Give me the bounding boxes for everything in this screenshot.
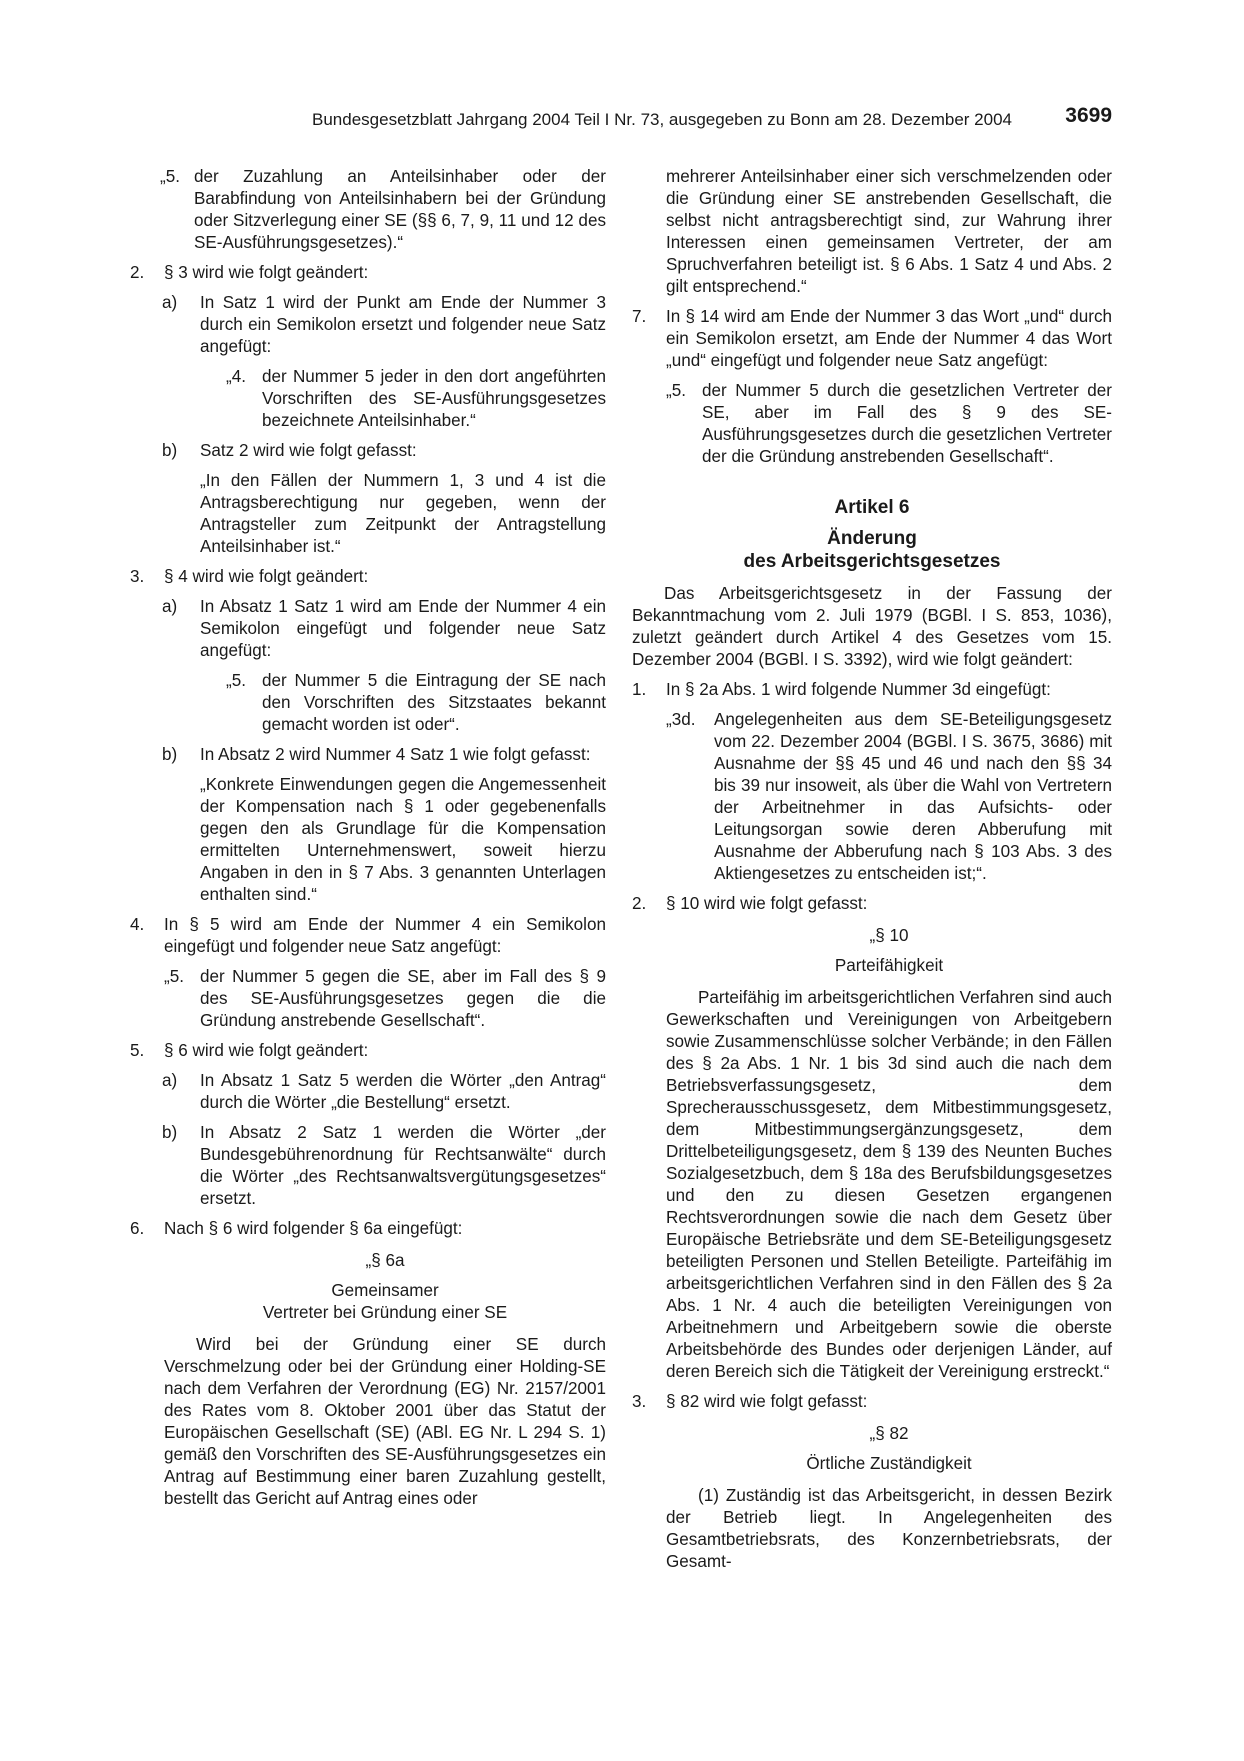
section-body: Parteifähig im arbeitsgerichtlichen Verfahren sind auch Gewerkschaften und Vereinigungen von Arbeitgebern sowie Zusammenschlüsse solcher Verbände; in den Fällen des § 2a Abs. 1 Nr. 1 bis 3d sind auch die nach dem Betriebsverfassungsgesetz, dem Sprecherausschussgesetz, dem Mitbestimmungsgesetz, dem Mitbestimmungsergänzungsgesetz, dem Drittelbeteiligungsgesetz, dem § 139 des Neunten Buches Sozialgesetzbuch, dem § 18a des Berufsbildungsgesetzes und den zu diesen Gesetzen ergangenen Rechtsverordnungen sowie die nach dem Gesetz über Europäische Betriebsräte und dem SE-Beteiligungsgesetz beteiligten Personen und Stellen Beteiligte. Parteifähig im arbeitsgerichtlichen Verfahren sind in den Fällen des § 2a Abs. 1 Nr. 4 auch die beteiligten Vereinigungen von Arbeitnehmern und Arbeitgebern sowie die oberste Arbeitsbehörde des Bundes oder derjenigen Länder, auf deren Bereich sich die Tätigkeit der Vereinigung erstreckt.“ <box>666 988 1112 1381</box>
sub-label: a) <box>162 1071 178 1090</box>
list-item-4 <box>130 914 606 958</box>
list-item-3 <box>130 566 606 588</box>
item-number: 7. <box>632 307 647 326</box>
section-10 <box>632 925 1112 1383</box>
quoted-item <box>130 366 606 432</box>
quote-text: der Nummer 5 jeder in den dort angeführten Vorschriften des SE-Ausführungsgesetzes bezeichnete Anteilsinhaber.“ <box>262 367 606 430</box>
section-title: Gemeinsamer <box>331 1281 439 1300</box>
item-text: In § 2a Abs. 1 wird folgende Nummer 3d eingefügt: <box>666 680 1051 699</box>
quote-label: „5. <box>666 381 686 400</box>
article-intro: Das Arbeitsgerichtsgesetz in der Fassung der Bekanntmachung vom 2. Juli 1979 (BGBl. I S. 853, 1036), zuletzt geändert durch Artikel 4 des Gesetzes vom 15. Dezember 2004 (BGBl. I S. 3392), wird wie folgt geändert: <box>632 584 1112 669</box>
item-text: § 82 wird wie folgt gefasst: <box>666 1392 868 1411</box>
continued-item <box>130 166 606 254</box>
section-body: Wird bei der Gründung einer SE durch Verschmelzung oder bei der Gründung einer Holding-SE nach dem Verfahren der Verordnung (EG) Nr. 2157/2001 des Rates vom 8. Oktober 2001 über das Statut der Europäischen Gesellschaft (SE) (ABl. EG Nr. L 294 S. 1) gemäß den Vorschriften des SE-Ausführungsgesetzes ein Antrag auf Bestimmung einer baren Zuzahlung gestellt, bestellt das Gericht auf Antrag eines oder <box>164 1335 606 1508</box>
item-number: 2. <box>632 894 647 913</box>
quote-label: „5. <box>164 967 184 986</box>
item-number: 3. <box>130 567 145 586</box>
sub-item-b <box>130 744 606 766</box>
quote-text: der Nummer 5 die Eintragung der SE nach den Vorschriften des Sitzstaates bekannt gemacht worden ist oder“. <box>262 671 606 734</box>
sub-item-b <box>130 1122 606 1210</box>
quoted-item <box>632 709 1112 885</box>
section-title: Vertreter bei Gründung einer SE <box>262 1303 508 1322</box>
list-item-1 <box>632 679 1112 701</box>
quoted-text: „Konkrete Einwendungen gegen die Angemessenheit der Kompensation nach § 1 oder gegebenenfalls gegen den als Grundlage für die Kompensation ermittelten Unternehmenswert, soweit hierzu Angaben in den in § 7 Abs. 3 genannten Unterlagen enthalten sind.“ <box>200 775 606 904</box>
sub-item-b <box>130 440 606 462</box>
sub-text: In Satz 1 wird der Punkt am Ende der Nummer 3 durch ein Semikolon ersetzt und folgender neue Satz angefügt: <box>200 293 606 356</box>
quote-text: der Nummer 5 durch die gesetzlichen Vertreter der SE, aber im Fall des § 9 des SE-Ausführungsgesetzes durch die gesetzlichen Vertreter der die Gründung anstrebenden Gesellschaft“. <box>702 381 1112 466</box>
list-item-2 <box>130 262 606 284</box>
sub-text: In Absatz 2 Satz 1 werden die Wörter „der Bundesgebührenordnung für Rechtsanwälte“ durch die Wörter „des Rechtsanwaltsvergütungsgesetzes“ ersetzt. <box>200 1123 606 1208</box>
list-item-2 <box>632 893 1112 915</box>
item-label: „5. <box>160 167 180 186</box>
sub-text: In Absatz 1 Satz 1 wird am Ende der Nummer 4 ein Semikolon eingefügt und folgender neue Satz angefügt: <box>200 597 606 660</box>
quote-label: „5. <box>226 671 246 690</box>
sub-text: In Absatz 1 Satz 5 werden die Wörter „den Antrag“ durch die Wörter „die Bestellung“ ersetzt. <box>200 1071 606 1112</box>
item-text: der Zuzahlung an Anteilsinhaber oder der Barabfindung von Anteilsinhabern bei der Gründung oder Sitzverlegung einer SE (§§ 6, 7, 9, 11 und 12 des SE-Ausführungsgesetzes).“ <box>194 167 606 252</box>
item-number: 3. <box>632 1392 647 1411</box>
inserted-section-6a <box>130 1250 606 1510</box>
gazette-title: Bundesgesetzblatt Jahrgang 2004 Teil I Nr. 73, ausgegeben zu Bonn am 28. Dezember 2004 <box>312 110 1012 129</box>
item-number: 1. <box>632 680 647 699</box>
item-number: 2. <box>130 263 145 282</box>
list-item-3 <box>632 1391 1112 1413</box>
item-number: 4. <box>130 915 145 934</box>
item-text: § 6 wird wie folgt geändert: <box>164 1041 369 1060</box>
section-title: Parteifähigkeit <box>834 956 944 975</box>
quote-label: „3d. <box>666 710 696 729</box>
sub-label: b) <box>162 441 178 460</box>
item-text: § 4 wird wie folgt geändert: <box>164 567 369 586</box>
section-title: Örtliche Zuständigkeit <box>806 1454 972 1473</box>
sub-text: Satz 2 wird wie folgt gefasst: <box>200 441 417 460</box>
item-text: § 10 wird wie folgt gefasst: <box>666 894 868 913</box>
section-number: „§ 10 <box>869 926 909 945</box>
list-item-5 <box>130 1040 606 1062</box>
sub-item-a <box>130 1070 606 1114</box>
item-number: 6. <box>130 1219 145 1238</box>
section-82 <box>632 1423 1112 1573</box>
list-item-7 <box>632 306 1112 372</box>
article-title: Änderung <box>827 528 917 549</box>
continued-text: mehrerer Anteilsinhaber einer sich verschmelzenden oder die Gründung einer SE anstrebenden Gesellschaft, die selbst nicht antragsberechtigt sind, zur Wahrung ihrer Interessen einen gemeinsamen Vertreter, der am Spruchverfahren beteiligt ist. § 6 Abs. 1 Satz 4 und Abs. 2 gilt entsprechend.“ <box>666 167 1112 296</box>
item-text: In § 5 wird am Ende der Nummer 4 ein Semikolon eingefügt und folgender neue Satz angefügt: <box>164 915 606 956</box>
item-text: In § 14 wird am Ende der Nummer 3 das Wort „und“ durch ein Semikolon ersetzt, am Ende der Nummer 4 das Wort „und“ eingefügt und folgender neue Satz angefügt: <box>666 307 1112 370</box>
quote-text: der Nummer 5 gegen die SE, aber im Fall des § 9 des SE-Ausführungsgesetzes gegen die die Gründung anstrebende Gesellschaft“. <box>200 967 606 1030</box>
right-column <box>632 166 1112 1573</box>
item-text: § 3 wird wie folgt geändert: <box>164 263 369 282</box>
page-number: 3699 <box>1065 104 1112 127</box>
page-header <box>130 104 1112 134</box>
sub-text: In Absatz 2 wird Nummer 4 Satz 1 wie folgt gefasst: <box>200 745 591 764</box>
quoted-item <box>130 966 606 1032</box>
item-text: Nach § 6 wird folgender § 6a eingefügt: <box>164 1219 463 1238</box>
quoted-item <box>130 670 606 736</box>
item-number: 5. <box>130 1041 145 1060</box>
section-number: „§ 6a <box>365 1251 405 1270</box>
quote-label: „4. <box>226 367 246 386</box>
sub-item-a <box>130 292 606 358</box>
article-number: Artikel 6 <box>834 497 910 518</box>
quoted-item <box>632 380 1112 468</box>
sub-label: b) <box>162 745 178 764</box>
quoted-text: „In den Fällen der Nummern 1, 3 und 4 ist die Antragsberechtigung nur gegeben, wenn der Antragsteller zum Zeitpunkt der Antragstellung Anteilsinhaber ist.“ <box>200 471 606 556</box>
sub-label: a) <box>162 293 178 312</box>
section-body: (1) Zuständig ist das Arbeitsgericht, in dessen Bezirk der Betrieb liegt. In Angelegenheiten des Gesamtbetriebsrats, des Konzernbetriebsrats, der Gesamt- <box>666 1486 1112 1571</box>
section-number: „§ 82 <box>869 1424 909 1443</box>
sub-label: a) <box>162 597 178 616</box>
left-column <box>130 166 606 1510</box>
quote-text: Angelegenheiten aus dem SE-Beteiligungsgesetz vom 22. Dezember 2004 (BGBl. I S. 3675, 3686) mit Ausnahme der §§ 45 und 46 und nach den §§ 34 bis 39 nur insoweit, als über die Wahl von Vertretern der Arbeitnehmer in das Aufsichts- oder Leitungsorgan sowie deren Abberufung mit Ausnahme der Abberufung nach § 103 Abs. 3 des Aktiengesetzes zu entscheiden ist;“. <box>714 710 1112 883</box>
sub-item-a <box>130 596 606 662</box>
list-item-6 <box>130 1218 606 1240</box>
sub-label: b) <box>162 1123 178 1142</box>
article-title: des Arbeitsgerichtsgesetzes <box>743 551 1001 572</box>
